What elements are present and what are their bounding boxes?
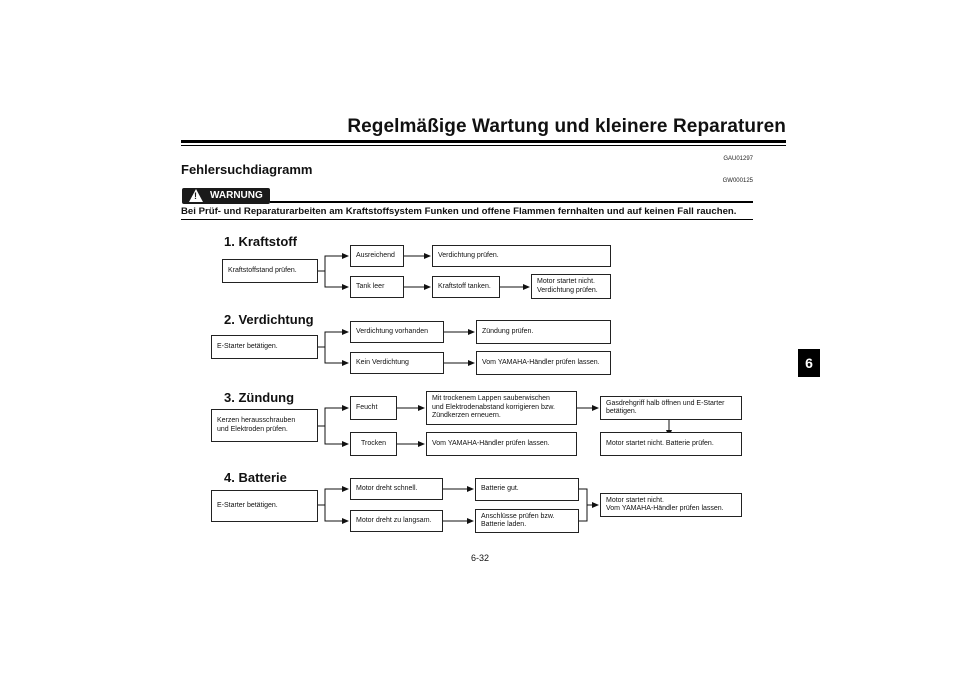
box-zuendung-haendler	[426, 432, 577, 456]
box-batterie-gut	[475, 478, 579, 501]
box-label: Kein Verdichtung	[356, 358, 409, 366]
box-verdichtung-zuendung-pruefen	[476, 320, 611, 344]
page-header-title: Regelmäßige Wartung und kleinere Reparaturen	[347, 116, 786, 137]
box-label: Anschlüsse prüfen bzw. Batterie laden.	[481, 512, 555, 528]
box-batterie-dreht-langsam	[350, 510, 443, 532]
box-verdichtung-keine	[350, 352, 444, 374]
box-zuendung-batterie-pruefen	[600, 432, 742, 456]
box-kraftstoff-start	[222, 259, 318, 283]
doc-code-warning: GW000125	[722, 178, 753, 184]
box-label: Zündung prüfen.	[482, 327, 534, 335]
box-kraftstoff-tanken	[432, 276, 500, 298]
box-label: Tank leer	[356, 282, 385, 290]
box-zuendung-sauberwischen	[426, 391, 577, 425]
box-verdichtung-start	[211, 335, 318, 359]
box-kraftstoff-motor-startet-nicht	[531, 274, 611, 299]
group-title-zuendung: 3. Zündung	[224, 390, 295, 405]
box-label: Gasdrehgriff halb öffnen und E-Starter betätigen.	[606, 399, 725, 415]
box-verdichtung-vorhanden	[350, 321, 444, 343]
box-label: Motor dreht zu langsam.	[356, 516, 432, 524]
group-title-batterie: 4. Batterie	[224, 470, 287, 485]
section-title: Fehlersuchdiagramm	[181, 162, 313, 177]
group-title-verdichtung: 2. Verdichtung	[224, 312, 314, 327]
warning-text: Bei Prüf- und Reparaturarbeiten am Kraftstoffsystem Funken und offene Flammen fernhalten und auf keinen Fall rauchen.	[181, 206, 737, 217]
box-label: Kraftstoff tanken.	[438, 282, 491, 290]
box-label: Trocken	[360, 439, 387, 447]
page-number: 6-32	[470, 553, 489, 563]
box-label: E-Starter betätigen.	[217, 501, 278, 509]
box-zuendung-gasdrehgriff	[600, 396, 742, 420]
box-label: Kerzen herausschrauben und Elektroden prüfen.	[217, 417, 296, 433]
box-batterie-dreht-schnell	[350, 478, 443, 500]
group-title-kraftstoff: 1. Kraftstoff	[224, 234, 297, 249]
box-label: Motor startet nicht. Verdichtung prüfen.	[537, 278, 598, 294]
box-label: Feucht	[356, 403, 378, 411]
box-zuendung-trocken	[350, 432, 397, 456]
box-kraftstoff-tank-leer	[350, 276, 404, 298]
box-label: Ausreichend	[356, 251, 395, 259]
box-zuendung-feucht	[350, 396, 397, 420]
warning-label: WARNUNG	[210, 190, 263, 201]
exclamation-icon: !	[194, 191, 197, 201]
doc-code-top: GAU01297	[723, 156, 753, 162]
box-verdichtung-haendler	[476, 351, 611, 375]
box-zuendung-start	[211, 409, 318, 442]
box-label: E-Starter betätigen.	[217, 342, 278, 350]
box-label: Verdichtung vorhanden	[356, 327, 428, 335]
box-label: Batterie gut.	[481, 485, 519, 493]
box-kraftstoff-ausreichend	[350, 245, 404, 267]
chapter-tab[interactable]: 6	[798, 349, 820, 377]
box-label: Vom YAMAHA-Händler prüfen lassen.	[482, 358, 600, 366]
box-label: Motor startet nicht. Vom YAMAHA-Händler prüfen lassen.	[606, 496, 724, 512]
box-label: Motor startet nicht. Batterie prüfen.	[606, 439, 714, 447]
box-batterie-anschluesse	[475, 509, 579, 533]
box-batterie-haendler	[600, 493, 742, 517]
box-kraftstoff-verdichtung-pruefen	[432, 245, 611, 267]
box-label: Vom YAMAHA-Händler prüfen lassen.	[432, 439, 550, 447]
box-label: Motor dreht schnell.	[356, 484, 418, 492]
box-batterie-start	[211, 490, 318, 522]
box-label: Kraftstoffstand prüfen.	[228, 266, 297, 274]
box-label: Verdichtung prüfen.	[438, 251, 499, 259]
box-label: Mit trockenem Lappen sauberwischen und Elektrodenabstand korrigieren bzw. Zündkerzen erneuern.	[432, 395, 555, 420]
